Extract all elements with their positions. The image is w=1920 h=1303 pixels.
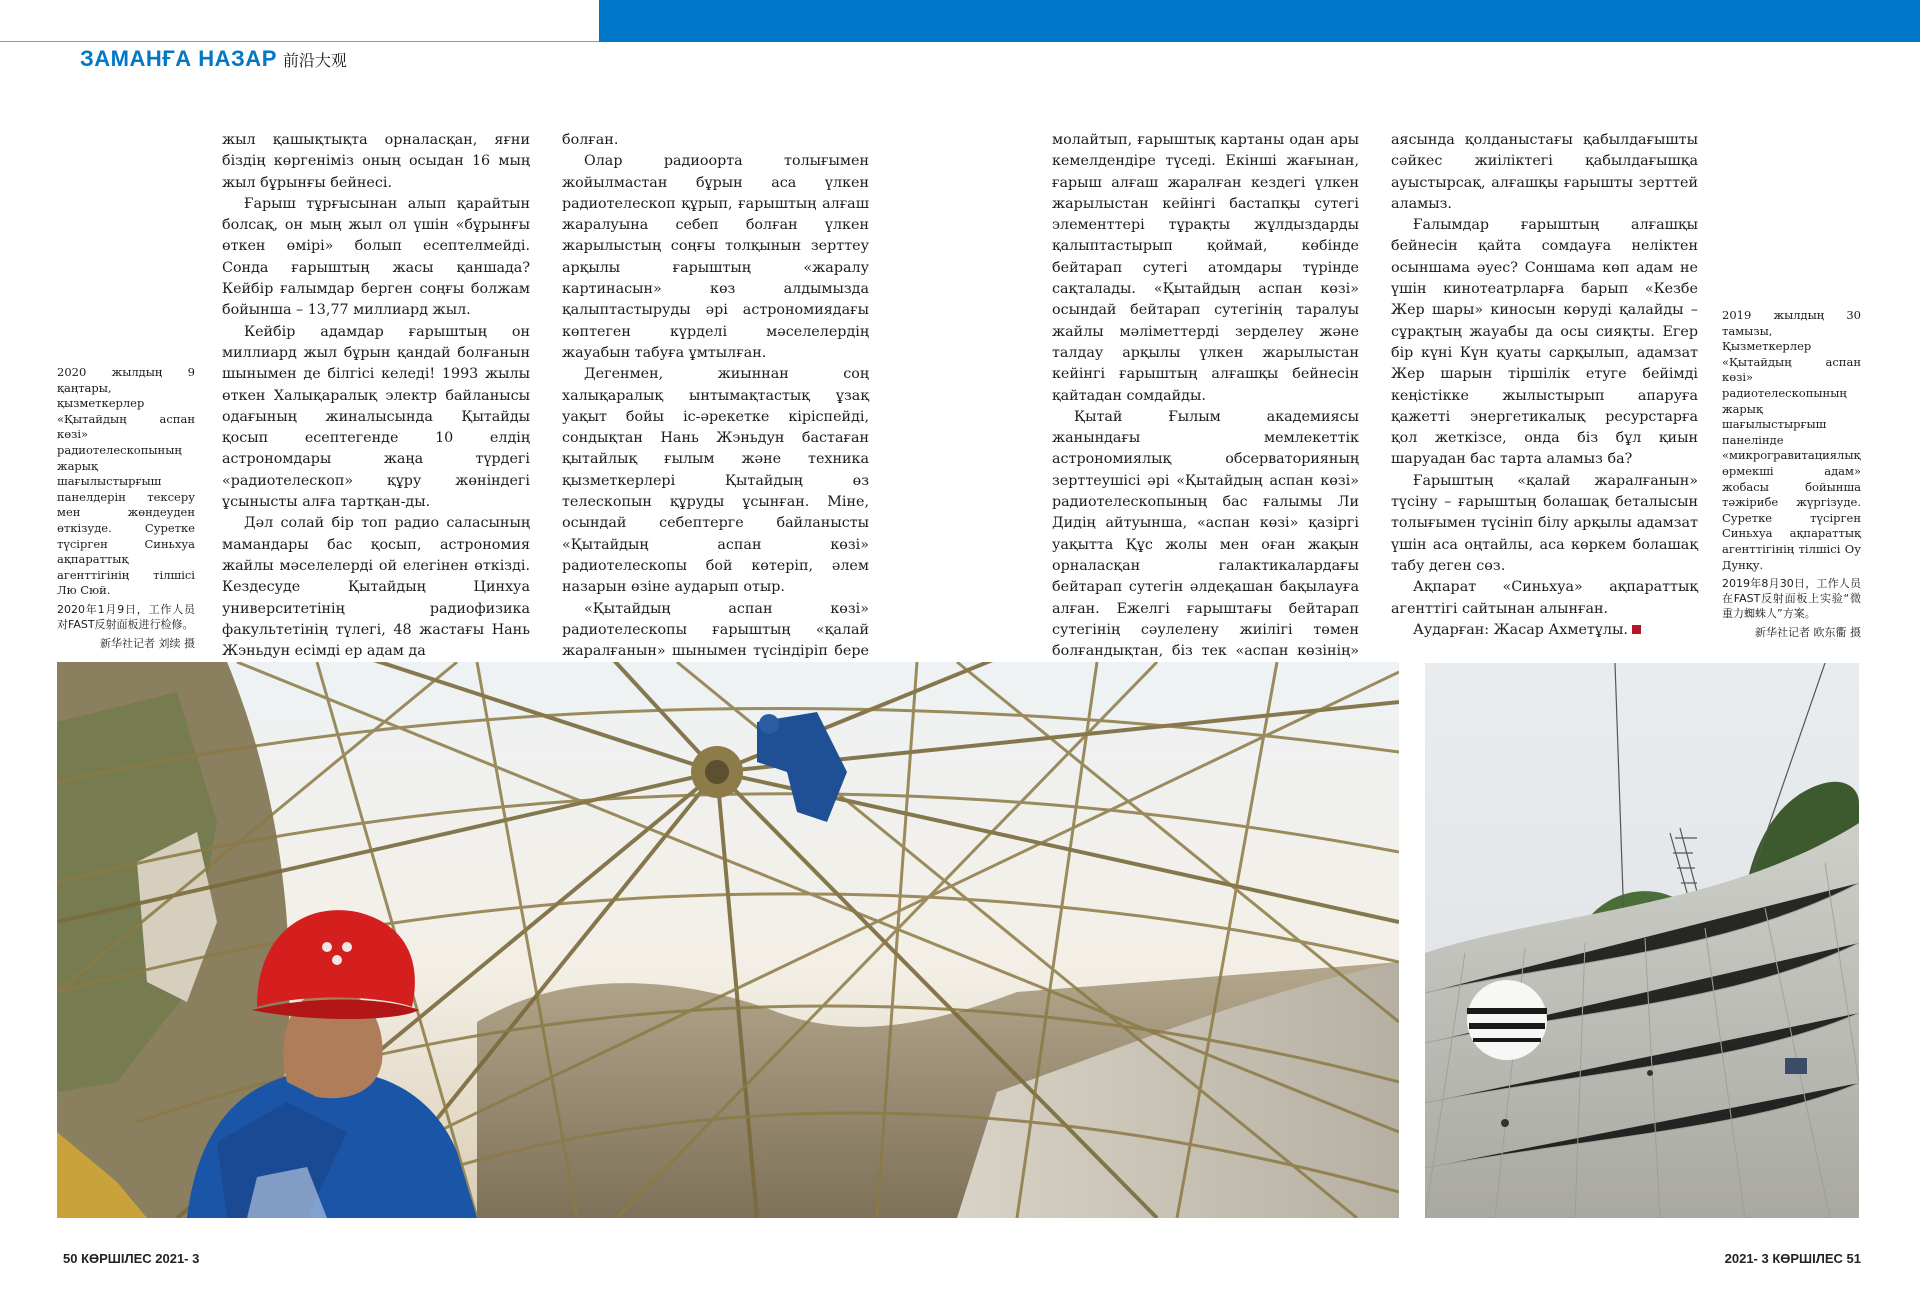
caption-left-chinese: 2020年1月9日，工作人员对FAST反射面板进行检修。 <box>57 602 195 631</box>
paragraph: Дегенмен, жиыннан соң халықаралық ынтымақтастық ұзақ уақыт бойы іс-әрекетке кіріспейді, сондықтан Нань Жэньдун бастаған қытайлық ғылым және техника қызметкерлері Қытайдың өз телескопын құруды ұсынған. Міне, осындай себептерге байланысты «Қытайдың аспан көзі» радиотелескопы бой көтеріп, әлем назарын өзіне аударып отыр. <box>562 366 869 596</box>
header-color-bar <box>599 0 1920 42</box>
paragraph: болған. <box>562 132 619 148</box>
paragraph: Қытай Ғылым академиясы жанындағы мемлекеттік астрономиялық обсерваторияның зерттеушісі әрі «Қытайдың аспан көзі» радиотелескопының бас ғалымы Ли Дидің айтуынша, «аспан көзі» қазіргі уақытта Құс жолы мен оған жақын орналасқан галактикалардағы бейтарап сутегін әлдеқашан бақылауға алған. Ежелгі ғарыштағы бейтарап сутегінің сәулелену жиілігі төмен болғандықтан, біз тек «аспан көзінің» <box>1052 408 1359 660</box>
page-footer-right: 2021- 3 КӨРШІЛЕС 51 <box>1724 1251 1861 1266</box>
caption-left-kazakh: 2020 жылдың 9 қаңтары, қызметкерлер «Қытайдың аспан көзі» радиотелескопының жарық шағылыстырғыш панелдерін тексеру мен жөндеуден өткізуде. Суретке түсірген Синьхуа ақпараттық агенттігінің тілшісі Лю Сюй. <box>57 365 195 598</box>
page-footer-left: 50 КӨРШІЛЕС 2021- 3 <box>63 1251 200 1266</box>
paragraph: Ғалымдар ғарыштың алғашқы бейнесін қайта сомдауға неліктен осыншама әуес? Соншама көп адам не үшін кинотеатрларға барып «Кезбе Жер шары» киносын көруді қалайды – сұрақтың жауабы да осы сияқты. Егер бір күні Күн қуаты сарқылып, адамзат Жер шарын тіршілік етуге бейімді кеңістікке жылыстырып апаруға қажетті энергетикалық ресурстарға қол жеткізсе, онда біз бұл қиын шаруадан бас тарта аламыз ба? <box>1391 217 1698 468</box>
section-title-kazakh: ЗАМАНҒА НАЗАР <box>80 46 277 71</box>
caption-right-kazakh: 2019 жылдың 30 тамызы, Қызметкерлер «Қытайдың аспан көзі» радиотелескопының жарық шағылыстырғыш панелінде «микрогравитациялық өрмекші адам» жобасы бойынша тәжірибе жүргізуде. Суретке түсірген Синьхуа ақпараттық агенттігінің тілшісі Оу Дунқу. <box>1722 308 1861 572</box>
article-column-3 <box>1052 130 1359 684</box>
article-column-1 <box>222 130 530 662</box>
photo-caption-right <box>1722 308 1861 641</box>
paragraph: Ғарыштың «қалай жаралғанын» түсіну – ғарыштың болашақ беталысын толығымен түсініп білу арқылы адамзат үшін аса оңтайлы, аса көркем болашақ табу деген сөз. <box>1391 472 1698 574</box>
paragraph: молайтып, ғарыштық картаны одан ары кемелдендіре түседі. Екінші жағынан, ғарыш алғаш жаралған кездегі үлкен жарылыстан кейінгі бастапқы сутегі элементтері тұрақты жұлдыздарды қалыптастырып қоймай, көбінде бейтарап сутегі атомдары түрінде сақталады. «Қытайдың аспан көзі» осындай бейтарап сутегінің таралуы жайлы мәліметтерді зерделеу және талдау арқылы үлкен жарылыстан кейінгі ғарыштың алғашқы бейнесін қайтадан сомдайды. <box>1052 132 1359 404</box>
section-title <box>80 46 347 78</box>
dish-photo-illustration <box>1425 663 1859 1218</box>
header-rule <box>0 41 599 42</box>
paragraph: Дәл солай бір топ радио саласының мамандары бас қосып, астрономия жайлы мәселелерді ой елегінен өткізді. Кездесуде Қытайдың Цинхуа университетінің радиофизика факультетінің түлегі, 48 жастағы Нань Жэньдун есімді ер адам да <box>222 515 530 660</box>
paragraph: Ақпарат «Синьхуа» ақпараттық агенттігі сайтынан алынған. <box>1391 579 1698 617</box>
paragraph: Кейбір адамдар ғарыштың он миллиард жыл бұрын қандай болғанын шынымен де білгісі келеді! 1993 жылы өткен Халықаралық электр байланысы одағының жиналысында Қытайды қосып есептегенде 10 елдің астрономдары жаңа түрдегі «радиотелескоп» құру жөніндегі ұсынысты алға тартқан-ды. <box>222 323 530 511</box>
caption-right-chinese: 2019年8月30日，工作人员在FAST反射面板上实验“微重力蜘蛛人”方案。 <box>1722 577 1861 621</box>
truss-photo-illustration <box>57 662 1399 1218</box>
photo-caption-left <box>57 365 195 652</box>
caption-left-credit: 新华社记者 刘续 摄 <box>100 636 195 650</box>
paragraph: Олар радиоорта толығымен жойылмастан бұрын аса үлкен радиотелескоп құрып, ғарыштың алғаш жаралуына себеп болған үлкен жарылыстың соңғы толқынын зерттеу арқылы ғарыштың «жаралу картинасын» көз алдымызда қалыптастыруды әрі астрономиядағы көптеген күрделі мәселелердің жауабын табуға ұмтылған. <box>562 153 869 361</box>
article-column-2 <box>562 130 869 748</box>
paragraph: жыл қашықтықта орналасқан, яғни біздің көргеніміз оның осыдан 16 мың жыл бұрынғы бейнесі. <box>222 132 530 191</box>
paragraph: Ғарыш тұрғысынан алып қарайтын болсақ, он мың жыл ол үшін «бұрынғы өткен өмірі» болып есептелмейді. Сонда ғарыштың жасы қаншада? Кейбір ғалымдар берген соңғы болжам бойынша – 13,77 миллиард жыл. <box>222 195 530 319</box>
caption-right-credit: 新华社记者 欧东衢 摄 <box>1755 626 1861 640</box>
section-title-chinese: 前沿大观 <box>282 51 347 70</box>
paragraph: «Қытайдың аспан көзі» радиотелескопы ғарыштың «қалай жаралғанын» шынымен түсіндіріп бере <box>562 600 869 660</box>
photo-fast-dish-balloon <box>1425 663 1859 1218</box>
article-end-mark <box>1632 625 1641 634</box>
translator-line <box>1391 620 1698 641</box>
translator-credit: Аударған: Жасар Ахметұлы. <box>1413 621 1628 638</box>
article-column-4 <box>1391 130 1698 641</box>
paragraph: аясында қолданыстағы қабылдағышты сәйкес жиіліктегі қабылдағышқа ауыстырсақ, алғашқы ғарышты зерттей аламыз. <box>1391 132 1698 212</box>
photo-worker-under-truss <box>57 662 1399 1218</box>
